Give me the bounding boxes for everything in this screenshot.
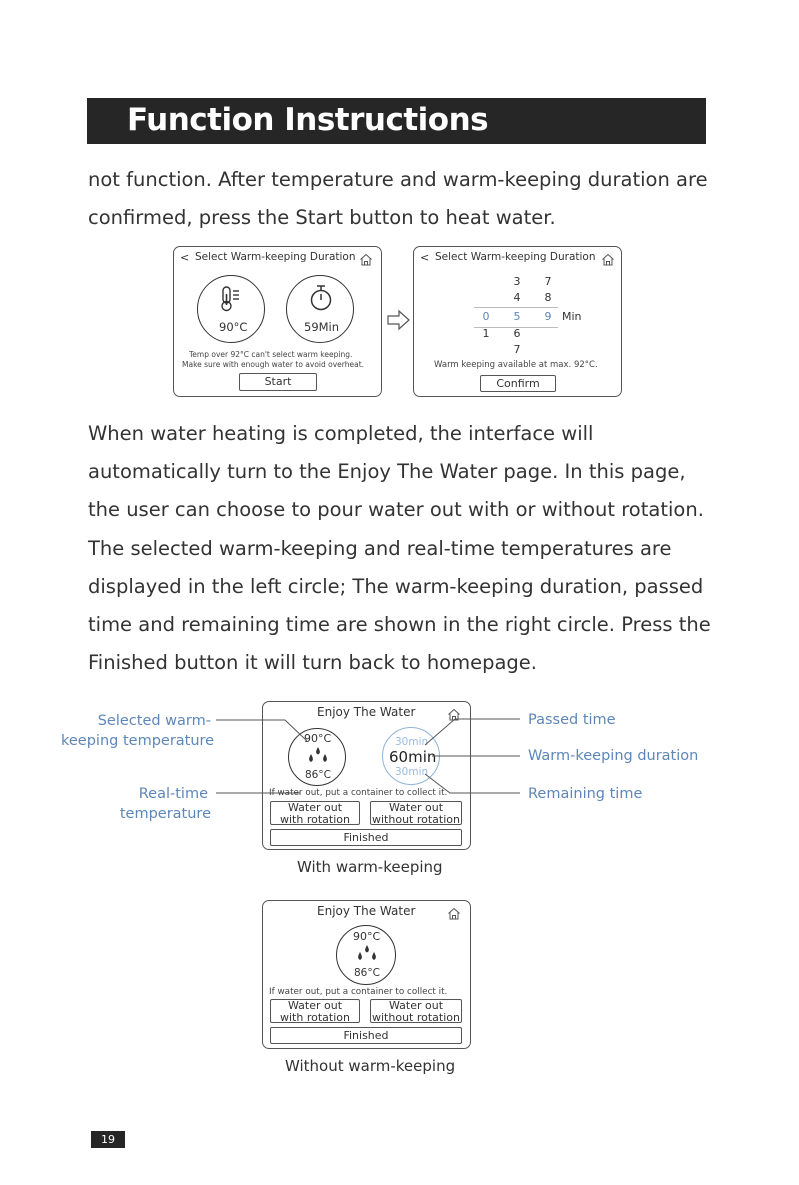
button-label-line: with rotation — [280, 1011, 350, 1025]
passed-time: 30min — [395, 736, 429, 748]
picker-digit: 4 — [513, 291, 521, 304]
button-label-line: without rotation — [372, 1011, 460, 1025]
container-notice: If water out, put a container to collect it. — [269, 788, 448, 798]
duration-value: 59Min — [304, 320, 340, 334]
section-title: Function Instructions — [127, 102, 489, 138]
callout-line: keeping temperature — [61, 733, 215, 749]
screen-title: Select Warm-keeping Duration — [195, 251, 356, 263]
button-label-line: Water out — [388, 801, 444, 814]
callout-realtime-temperature — [61, 784, 211, 824]
screen-enjoy-water-plain — [262, 900, 471, 1049]
warning-line-1: Temp over 92°C can't select warm keeping. — [189, 350, 353, 359]
remaining-time: 30min — [395, 766, 429, 778]
temperature-circle — [336, 925, 396, 985]
picker-digit: 7 — [513, 343, 521, 356]
button-label-line: without rotation — [372, 813, 460, 827]
picker-digit: 0 — [482, 310, 490, 323]
water-drops-icon — [355, 944, 379, 968]
picker-digit: 1 — [482, 327, 490, 340]
picker-digit: 5 — [513, 310, 521, 323]
selected-temperature: 90°C — [353, 930, 381, 943]
callout-warm-keeping-duration: Warm-keeping duration — [528, 748, 699, 764]
intro-paragraph: not function. After temperature and warm-keeping duration are confirmed, press the Start button to heat water. — [88, 168, 708, 230]
picker-digit: 6 — [513, 327, 521, 340]
back-icon[interactable]: < — [180, 251, 190, 264]
screen-title: Select Warm-keeping Duration — [435, 251, 596, 263]
picker-digit: 3 — [513, 275, 521, 288]
picker-digit: 8 — [544, 291, 552, 304]
water-out-no-rotation-button[interactable] — [370, 999, 462, 1023]
picker-digit: 9 — [544, 310, 552, 323]
picker-digit: 7 — [544, 275, 552, 288]
back-icon[interactable]: < — [420, 251, 430, 264]
finished-button[interactable]: Finished — [270, 829, 462, 846]
realtime-temperature: 86°C — [305, 769, 331, 781]
picker-unit: Min — [562, 310, 582, 323]
realtime-temperature: 86°C — [354, 967, 380, 979]
start-button[interactable]: Start — [239, 373, 317, 391]
page-number: 19 — [91, 1131, 125, 1148]
button-label-line: with rotation — [280, 813, 350, 827]
warm-keeping-note: Warm keeping available at max. 92°C. — [434, 360, 598, 370]
home-icon[interactable] — [447, 905, 461, 924]
container-notice: If water out, put a container to collect it. — [269, 987, 448, 997]
button-label-line: Water out — [388, 999, 444, 1012]
callout-passed-time: Passed time — [528, 712, 616, 728]
warm-keeping-duration: 60min — [389, 748, 437, 766]
callout-selected-temperature — [61, 711, 215, 751]
leader-remaining-time — [425, 774, 520, 793]
callout-line: Selected warm- — [97, 713, 211, 729]
callout-remaining-time: Remaining time — [528, 786, 643, 802]
callout-line: Real-time — [138, 786, 208, 802]
callout-line: temperature — [119, 806, 211, 822]
selected-temperature: 90°C — [304, 732, 332, 745]
button-label-line: Water out — [287, 999, 343, 1012]
water-out-rotation-button[interactable] — [270, 999, 360, 1023]
temperature-value: 90°C — [219, 320, 248, 334]
caption-with-warm-keeping: With warm-keeping — [297, 858, 443, 876]
screen-title: Enjoy The Water — [317, 705, 416, 719]
warning-line-2: Make sure with enough water to avoid overheat. — [182, 360, 365, 369]
screen-title: Enjoy The Water — [317, 904, 416, 918]
confirm-button[interactable]: Confirm — [480, 375, 556, 392]
leader-selected-temp — [216, 720, 307, 741]
enjoy-water-paragraph: When water heating is completed, the interface will automatically turn to the Enjoy The Water page. In this page, the user can choose to pour water out with or without rotation. The selected warm-keeping and real-time temperatures are displayed in the left circle; The warm-keeping duration, passed time and remaining time are shown in the right circle. Press the Finished button it will turn back to homepage. — [88, 422, 711, 675]
button-label-line: Water out — [287, 801, 343, 814]
caption-without-warm-keeping: Without warm-keeping — [285, 1057, 456, 1075]
finished-button[interactable]: Finished — [270, 1027, 462, 1044]
leader-passed-time — [425, 719, 520, 745]
